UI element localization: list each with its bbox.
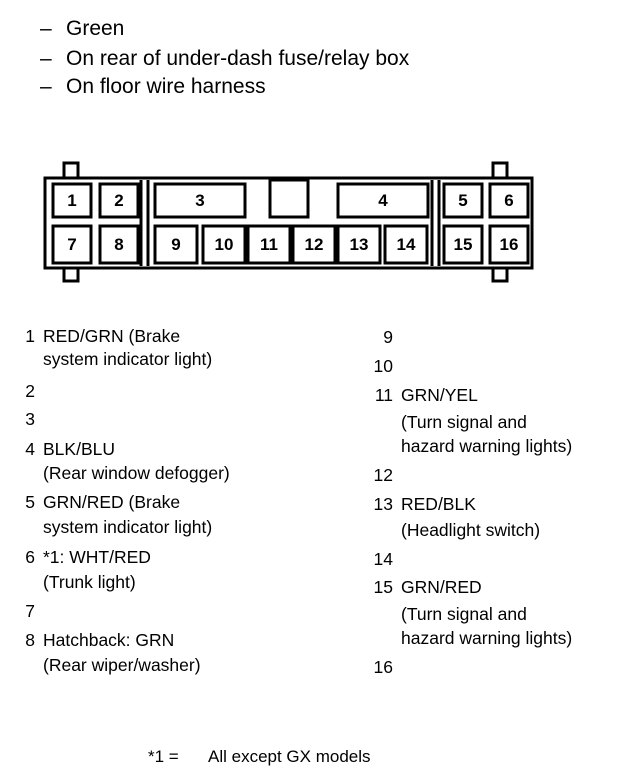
terminal-number: 10 [373, 356, 393, 376]
wire-desc-line: GRN/RED (Brake [43, 492, 181, 512]
header-dash: – [40, 47, 52, 70]
pin-label-3: 3 [195, 191, 205, 210]
wire-desc-line: system indicator light) [43, 349, 213, 369]
terminal-number: 5 [25, 492, 35, 512]
connector-location: On rear of under-dash fuse/relay box [66, 47, 410, 70]
connector-diagram [0, 0, 640, 300]
header-dash: – [40, 75, 52, 98]
wire-desc-line: (Turn signal and [401, 604, 527, 624]
pin-label-12: 12 [304, 235, 324, 254]
terminal-number: 13 [373, 494, 393, 514]
wire-desc-line: RED/GRN (Brake [43, 326, 181, 346]
terminal-number: 8 [25, 630, 35, 650]
terminal-number: 1 [25, 326, 35, 346]
pin-label-14: 14 [396, 235, 416, 254]
pin-label-11: 11 [260, 235, 278, 254]
wire-desc-line: (Headlight switch) [401, 520, 541, 540]
wire-desc-line: system indicator light) [43, 517, 213, 537]
wire-desc-line: hazard warning lights) [401, 628, 573, 648]
pin-label-8: 8 [114, 235, 124, 254]
wire-desc-line: (Turn signal and [401, 412, 527, 432]
wire-desc-line: BLK/BLU [43, 439, 115, 459]
wire-desc-line: *1: WHT/RED [43, 547, 151, 567]
empty-cavity [270, 180, 308, 217]
wire-desc-line: (Rear window defogger) [43, 463, 230, 483]
footnote-key: *1 = [148, 747, 179, 766]
wire-desc-line: Hatchback: GRN [43, 630, 175, 650]
header-dash: – [40, 17, 52, 40]
terminal-number: 12 [373, 465, 393, 485]
pin-label-16: 16 [499, 235, 519, 254]
terminal-number: 11 [374, 385, 393, 405]
wire-desc-line: GRN/RED [401, 577, 482, 597]
terminal-number: 7 [25, 601, 35, 621]
pin-label-7: 7 [67, 235, 77, 254]
pin-label-15: 15 [453, 235, 473, 254]
wire-desc-line: (Rear wiper/washer) [43, 655, 201, 675]
wire-desc-line: hazard warning lights) [401, 436, 573, 456]
pin-label-6: 6 [504, 191, 514, 210]
terminal-number: 15 [373, 577, 393, 597]
pin-label-10: 10 [214, 235, 234, 254]
terminal-number: 16 [373, 657, 393, 677]
wire-desc-line: (Trunk light) [43, 572, 136, 592]
terminal-number: 14 [373, 549, 393, 569]
pin-label-4: 4 [378, 191, 388, 210]
terminal-number: 6 [25, 547, 35, 567]
pin-label-5: 5 [458, 191, 468, 210]
terminal-number: 2 [25, 381, 35, 401]
terminal-number: 9 [383, 327, 393, 347]
pin-label-13: 13 [349, 235, 369, 254]
terminal-number: 3 [25, 409, 35, 429]
terminal-number: 4 [25, 439, 35, 459]
pin-label-1: 1 [67, 191, 77, 210]
connector-color: Green [66, 17, 125, 40]
wire-desc-line: GRN/YEL [401, 385, 478, 405]
pin-label-2: 2 [114, 191, 124, 210]
connector-harness: On floor wire harness [66, 75, 266, 98]
wire-desc-line: RED/BLK [401, 494, 476, 514]
pin-label-9: 9 [171, 235, 181, 254]
footnote-text: All except GX models [208, 747, 371, 766]
